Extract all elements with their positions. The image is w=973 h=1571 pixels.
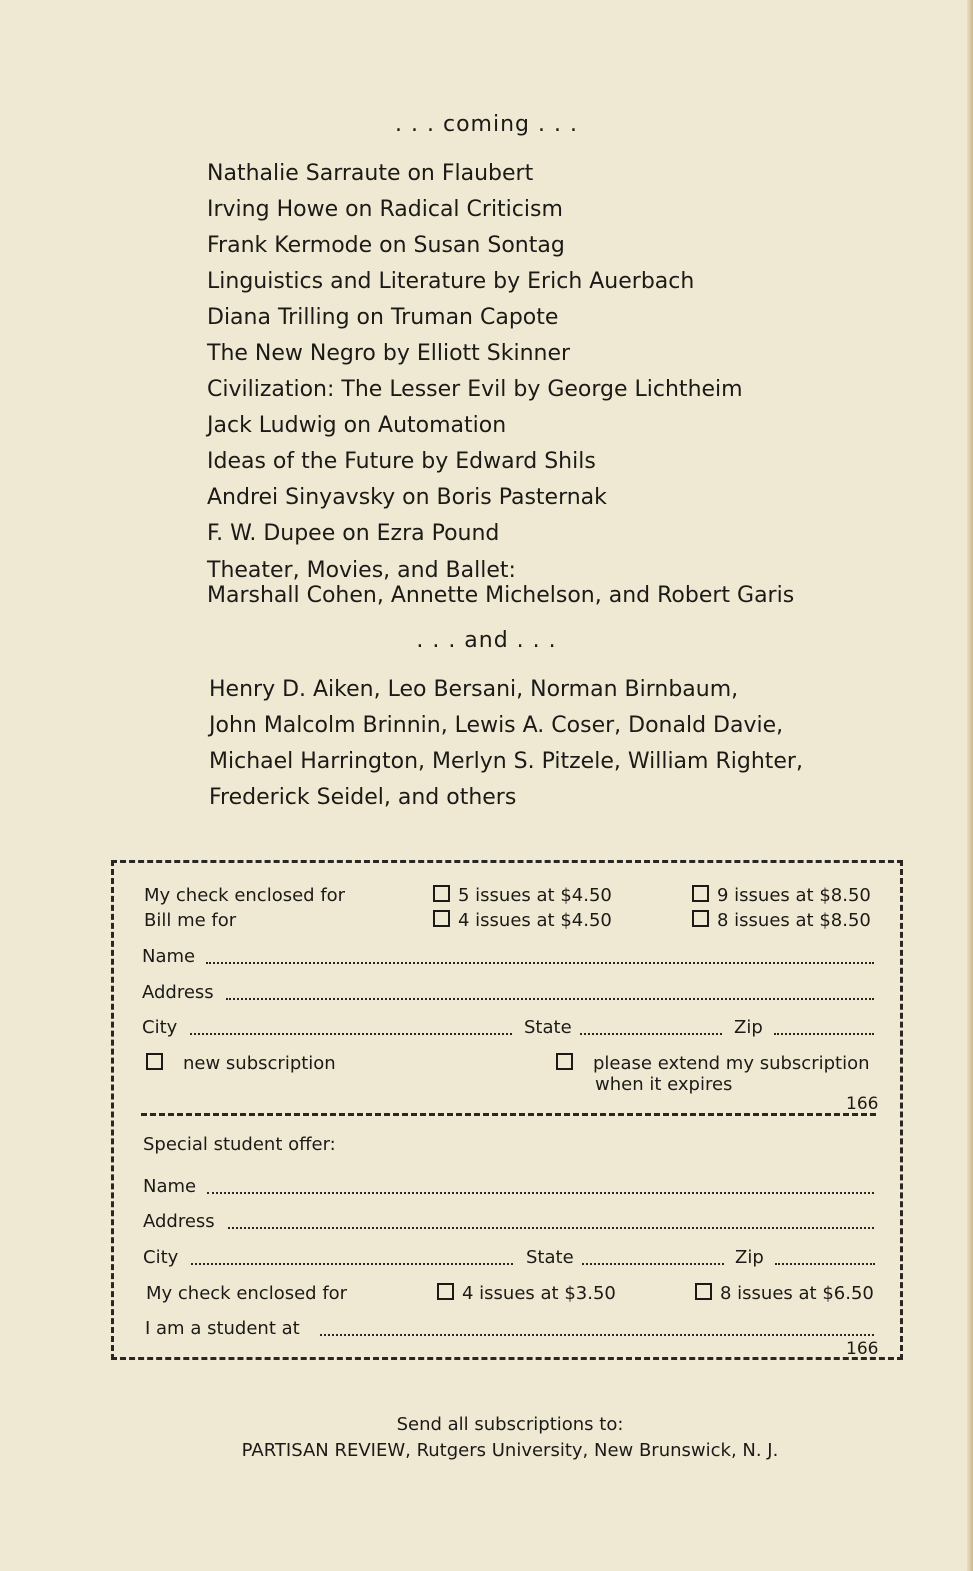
coming-item: Irving Howe on Radical Criticism <box>207 197 563 222</box>
coming-item: The New Negro by Elliott Skinner <box>207 341 571 366</box>
student-city-field[interactable] <box>191 1263 513 1265</box>
student-option-4-issues[interactable] <box>437 1283 616 1304</box>
coming-item: Nathalie Sarraute on Flaubert <box>207 161 534 186</box>
address-field[interactable] <box>226 998 874 1000</box>
address-label: Address <box>142 982 214 1003</box>
form-page-code: 166 <box>846 1094 879 1114</box>
checkbox-icon[interactable] <box>437 1283 454 1300</box>
option-label: 8 issues at $6.50 <box>720 1283 874 1304</box>
extend-subscription-option[interactable] <box>556 1053 870 1074</box>
student-address-label: Address <box>143 1211 215 1232</box>
option-5-issues[interactable] <box>433 885 612 906</box>
student-name-field[interactable] <box>207 1192 874 1194</box>
option-label: new subscription <box>183 1053 336 1074</box>
student-school-label: I am a student at <box>145 1318 300 1339</box>
student-zip-field[interactable] <box>775 1263 875 1265</box>
contributors-list <box>209 672 829 816</box>
theater-item <box>207 558 827 608</box>
bill-me-label: Bill me for <box>144 910 237 931</box>
contributors-line: Frederick Seidel, and others <box>209 785 517 810</box>
student-zip-label: Zip <box>735 1247 764 1268</box>
coming-heading: . . . coming . . . <box>395 112 578 137</box>
option-9-issues[interactable] <box>692 885 871 906</box>
coming-item: Andrei Sinyavsky on Boris Pasternak <box>207 485 607 510</box>
student-state-field[interactable] <box>582 1263 724 1265</box>
extend-subscription-line2: when it expires <box>595 1074 733 1095</box>
student-city-label: City <box>143 1247 179 1268</box>
page-edge <box>967 0 973 1571</box>
student-page-code: 166 <box>846 1339 879 1359</box>
state-label: State <box>524 1017 572 1038</box>
option-label: please extend my subscription <box>593 1053 870 1074</box>
checkbox-icon[interactable] <box>433 885 450 902</box>
zip-field[interactable] <box>774 1033 874 1035</box>
student-school-field[interactable] <box>320 1334 874 1336</box>
coming-item: Jack Ludwig on Automation <box>207 413 507 438</box>
send-to-heading: Send all subscriptions to: <box>396 1414 624 1435</box>
coming-item: Linguistics and Literature by Erich Auerbach <box>207 269 695 294</box>
city-field[interactable] <box>190 1033 512 1035</box>
checkbox-icon[interactable] <box>556 1053 573 1070</box>
name-field[interactable] <box>206 962 874 964</box>
checkbox-icon[interactable] <box>692 910 709 927</box>
checkbox-icon[interactable] <box>146 1053 163 1070</box>
student-check-enclosed-label: My check enclosed for <box>146 1283 348 1304</box>
coming-item: Ideas of the Future by Edward Shils <box>207 449 596 474</box>
option-label: 4 issues at $3.50 <box>462 1283 616 1304</box>
option-label: 8 issues at $8.50 <box>717 910 871 931</box>
check-enclosed-label: My check enclosed for <box>144 885 346 906</box>
state-field[interactable] <box>580 1033 722 1035</box>
theater-critics: Marshall Cohen, Annette Michelson, and Robert Garis <box>207 583 795 608</box>
option-label: 5 issues at $4.50 <box>458 885 612 906</box>
and-heading: . . . and . . . <box>416 628 557 653</box>
student-address-field[interactable] <box>228 1227 874 1229</box>
contributors-line: Henry D. Aiken, Leo Bersani, Norman Birnbaum, <box>209 677 739 702</box>
checkbox-icon[interactable] <box>692 885 709 902</box>
name-label: Name <box>142 946 196 967</box>
coming-item: Diana Trilling on Truman Capote <box>207 305 559 330</box>
checkbox-icon[interactable] <box>433 910 450 927</box>
contributors-line: Michael Harrington, Merlyn S. Pitzele, William Righter, <box>209 749 803 774</box>
option-label: 4 issues at $4.50 <box>458 910 612 931</box>
checkbox-icon[interactable] <box>695 1283 712 1300</box>
new-subscription-option[interactable] <box>146 1053 336 1074</box>
student-name-label: Name <box>143 1176 197 1197</box>
theater-title: Theater, Movies, and Ballet: <box>207 558 516 583</box>
coming-list <box>207 156 827 608</box>
option-4-issues[interactable] <box>433 910 612 931</box>
option-8-issues[interactable] <box>692 910 871 931</box>
contributors-line: John Malcolm Brinnin, Lewis A. Coser, Donald Davie, <box>209 713 784 738</box>
student-option-8-issues[interactable] <box>695 1283 874 1304</box>
send-to-address: PARTISAN REVIEW, Rutgers University, New Brunswick, N. J. <box>241 1440 779 1461</box>
city-label: City <box>142 1017 178 1038</box>
zip-label: Zip <box>734 1017 763 1038</box>
option-label: 9 issues at $8.50 <box>717 885 871 906</box>
coming-item: Frank Kermode on Susan Sontag <box>207 233 565 258</box>
student-offer-heading: Special student offer: <box>143 1134 336 1155</box>
coming-item: F. W. Dupee on Ezra Pound <box>207 521 500 546</box>
coming-item: Civilization: The Lesser Evil by George Lichtheim <box>207 377 743 402</box>
student-state-label: State <box>526 1247 574 1268</box>
form-divider <box>141 1113 876 1116</box>
